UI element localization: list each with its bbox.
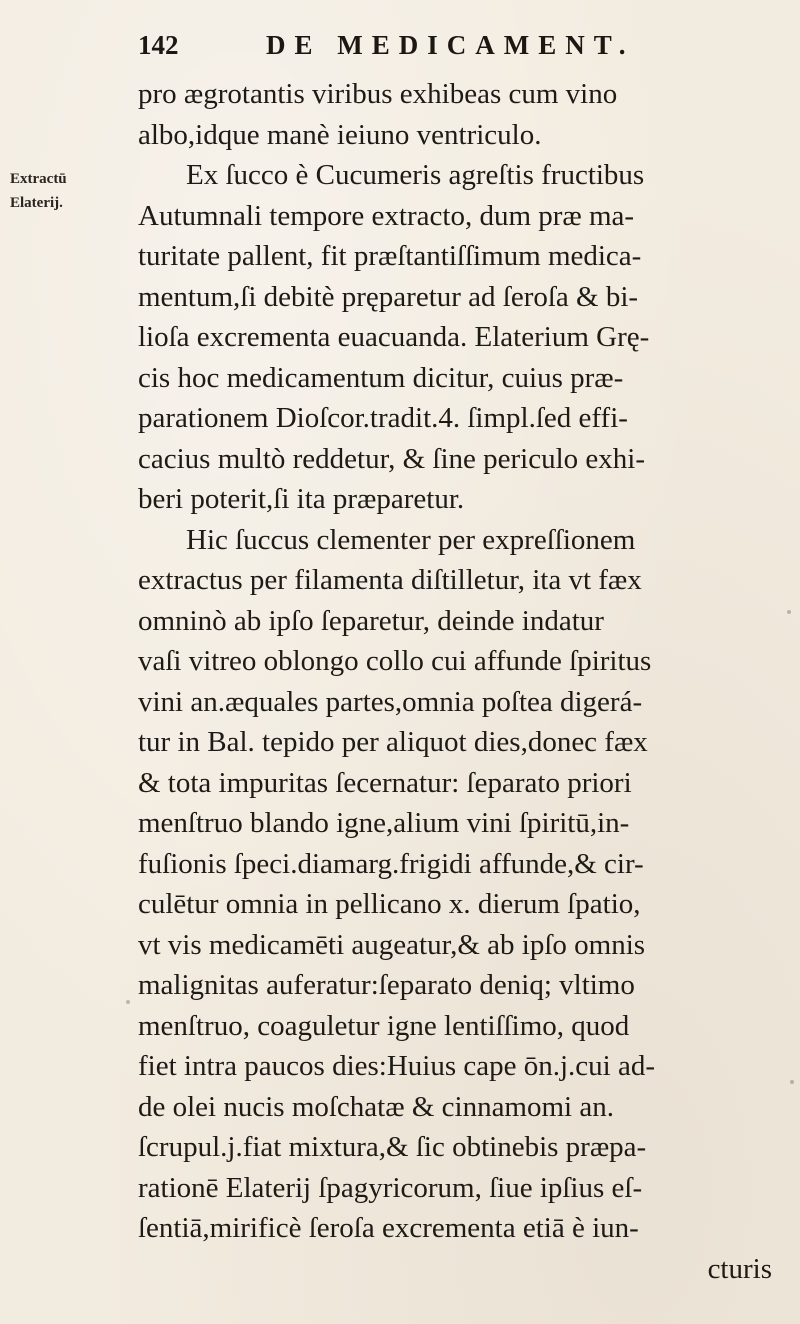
catchword: cturis	[707, 1252, 772, 1285]
paper-speck	[787, 610, 791, 614]
text-line: cacius multò reddetur, & ſine periculo exhi-	[138, 442, 645, 475]
text-line: extractus per filamenta diſtilletur, ita vt fæx	[138, 564, 642, 596]
text-line: beri poterit,ſi ita præparetur.	[138, 483, 465, 515]
text-line: & tota impuritas ſecernatur: ſeparato priori	[138, 766, 632, 799]
text-line: pro ægrotantis viribus exhibeas cum vino	[138, 78, 618, 110]
text-line: de olei nucis moſchatæ & cinnamomi an.	[138, 1090, 614, 1123]
margin-note-line: Elaterij.	[10, 195, 63, 211]
text-line: mentum,ſi debitè pręparetur ad ſeroſa & bi-	[138, 280, 639, 313]
text-line: ſcrupul.j.fiat mixtura,& ſic obtinebis præpa-	[138, 1131, 647, 1163]
page-header	[138, 30, 778, 70]
body-text	[138, 74, 778, 1289]
paper-speck	[126, 1000, 130, 1004]
text-line: malignitas auferatur:ſeparato deniq; vltimo	[138, 969, 635, 1001]
running-head: DE MEDICAMENT.	[266, 30, 635, 60]
text-line: cis hoc medicamentum dicitur, cuius præ-	[138, 361, 624, 394]
text-line: fiet intra paucos dies:Huius cape ōn.j.cui ad-	[138, 1050, 656, 1082]
text-line: fuſionis ſpeci.diamarg.frigidi affunde,& cir-	[138, 847, 644, 880]
text-line: Ex ſucco è Cucumeris agreſtis fructibus	[186, 159, 645, 191]
paper-speck	[790, 1080, 794, 1084]
text-line: vaſi vitreo oblongo collo cui affunde ſpiritus	[138, 645, 652, 677]
text-line: omninò ab ipſo ſeparetur, deinde indatur	[138, 604, 604, 637]
margin-note-line: Extractū	[10, 171, 67, 187]
text-line: vt vis medicamēti augeatur,& ab ipſo omnis	[138, 928, 646, 961]
text-line: albo,idque manè ieiuno ventriculo.	[138, 118, 542, 151]
text-line: menſtruo blando igne,alium vini ſpiritū,in-	[138, 807, 630, 839]
text-line: turitate pallent, fit præſtantiſſimum medica-	[138, 240, 642, 272]
text-line: menſtruo, coaguletur igne lentiſſimo, quod	[138, 1009, 630, 1042]
text-line: vini an.æquales partes,omnia poſtea digerá-	[138, 685, 643, 718]
text-line: Autumnali tempore extracto, dum præ ma-	[138, 199, 635, 232]
text-line: culētur omnia in pellicano x. dierum ſpatio,	[138, 888, 641, 920]
text-line: tur in Bal. tepido per aliquot dies,donec fæx	[138, 726, 648, 758]
page-number: 142	[138, 30, 179, 60]
text-line: rationē Elaterij ſpagyricorum, ſiue ipſius eſ-	[138, 1171, 643, 1204]
text-line: parationem Dioſcor.tradit.4. ſimpl.ſed effi-	[138, 402, 628, 434]
text-line: lioſa excrementa euacuanda. Elaterium Grę-	[138, 321, 650, 353]
text-line: Hic ſuccus clementer per expreſſionem	[186, 523, 636, 556]
margin-note	[10, 167, 80, 215]
text-line: ſentiā,mirificè ſeroſa excrementa etiā è iun-	[138, 1212, 639, 1244]
